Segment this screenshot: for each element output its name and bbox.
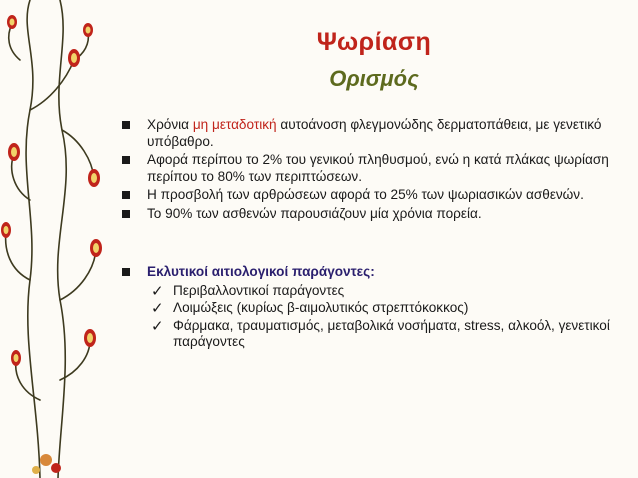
bullet-text-prefix: Χρόνια [147, 117, 193, 132]
sub-item-text: Φάρμακα, τραυματισμός, μεταβολικά νοσήματα, stress, αλκοόλ, γενετικοί παράγοντες [173, 317, 610, 349]
square-bullet-icon [122, 191, 130, 199]
sub-item-text: Περιβαλλοντικοί παράγοντες [173, 282, 345, 298]
square-bullet-icon [122, 210, 130, 218]
square-bullet-icon [122, 156, 130, 164]
bullet-text: Αφορά περίπου το 2% του γενικού πληθυσμού, ενώ η κατά πλάκας ψωρίαση περίπου το 80% των περιπτώσεων. [147, 152, 609, 184]
list-item-heading [117, 264, 617, 281]
bullet-text-accent: μη μεταδοτική [192, 117, 277, 132]
page-subtitle: Ορισμός [329, 66, 419, 91]
bullet-text-suffix: αυτοάνοση φλεγμονώδης δερματοπάθεια, με γενετικό υπόβαθρο. [147, 117, 602, 149]
square-bullet-icon [122, 268, 130, 276]
slide-content [117, 117, 617, 352]
sub-list-item [117, 283, 617, 300]
checkmark-icon: ✓ [151, 281, 164, 300]
bullet-text: Η προσβολή των αρθρώσεων αφορά το 25% των ψωριασικών ασθενών. [147, 187, 584, 202]
list-item [117, 206, 617, 223]
square-bullet-icon [122, 121, 130, 129]
checkmark-icon: ✓ [151, 299, 164, 317]
checkmark-icon: ✓ [151, 316, 164, 335]
sub-list-item [117, 318, 617, 351]
list-item [117, 187, 617, 204]
page-title: Ψωρίαση [316, 28, 432, 56]
spacer [117, 224, 617, 264]
floral-vine-icon [0, 0, 110, 478]
list-item [117, 117, 617, 150]
sub-list-item [117, 300, 617, 317]
factors-heading: Εκλυτικοί αιτιολογικοί παράγοντες: [147, 264, 375, 279]
list-item [117, 152, 617, 185]
sub-item-text: Λοιμώξεις (κυρίως β-αιμολυτικός στρεπτόκοκκος) [173, 300, 469, 315]
bullet-text: Το 90% των ασθενών παρουσιάζουν μία χρόνια πορεία. [147, 205, 482, 221]
